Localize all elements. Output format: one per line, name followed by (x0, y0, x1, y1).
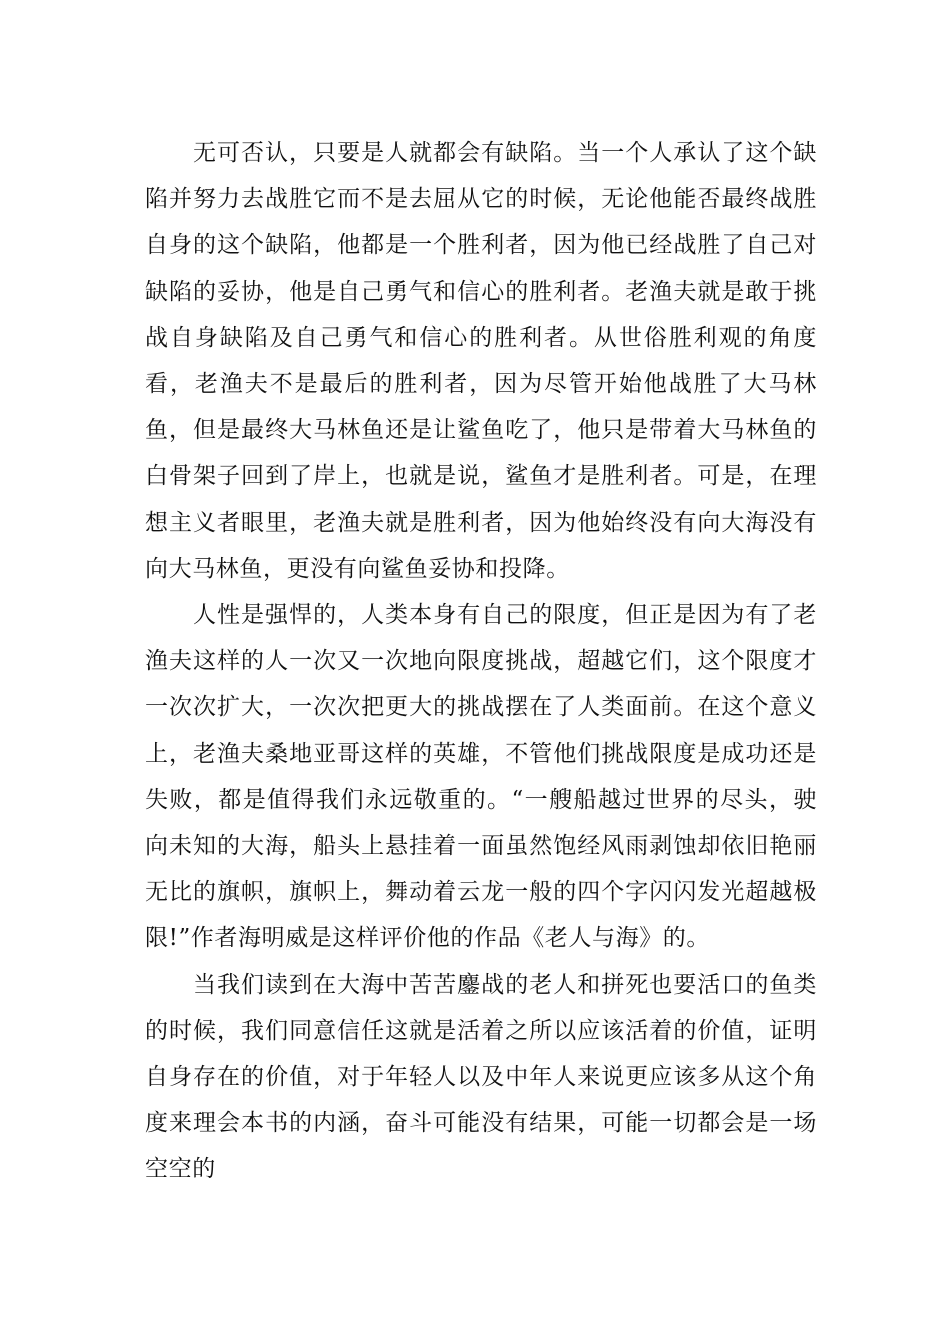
paragraph-2: 人性是强悍的，人类本身有自己的限度，但正是因为有了老渔夫这样的人一次又一次地向限度挑战，超越它们，这个限度才一次次扩大，一次次把更大的挑战摆在了人类面前。在这个意义上，老渔夫桑地亚哥这样的英雄，不管他们挑战限度是成功还是失败，都是值得我们永远敬重的。“一艘船越过世界的尽头，驶向未知的大海，船头上悬挂着一面虽然饱经风雨剥蚀却依旧艳丽无比的旗帜，旗帜上，舞动着云龙一般的四个字闪闪发光超越极限!”作者海明威是这样评价他的作品《老人与海》的。 (145, 602, 817, 952)
paragraph-1: 无可否认，只要是人就都会有缺陷。当一个人承认了这个缺陷并努力去战胜它而不是去屈从它的时候，无论他能否最终战胜自身的这个缺陷，他都是一个胜利者，因为他已经战胜了自己对缺陷的妥协，他是自己勇气和信心的胜利者。老渔夫就是敢于挑战自身缺陷及自己勇气和信心的胜利者。从世俗胜利观的角度看，老渔夫不是最后的胜利者，因为尽管开始他战胜了大马林鱼，但是最终大马林鱼还是让鲨鱼吃了，他只是带着大马林鱼的白骨架子回到了岸上，也就是说，鲨鱼才是胜利者。可是，在理想主义者眼里，老渔夫就是胜利者，因为他始终没有向大海没有向大马林鱼，更没有向鲨鱼妥协和投降。 (145, 140, 817, 582)
paragraph-3: 当我们读到在大海中苦苦鏖战的老人和拼死也要活口的鱼类的时候，我们同意信任这就是活着之所以应该活着的价值，证明自身存在的价值，对于年轻人以及中年人来说更应该多从这个角度来理会本书的内涵，奋斗可能没有结果，可能一切都会是一场空空的 (145, 971, 817, 1183)
document-page (145, 130, 817, 1193)
